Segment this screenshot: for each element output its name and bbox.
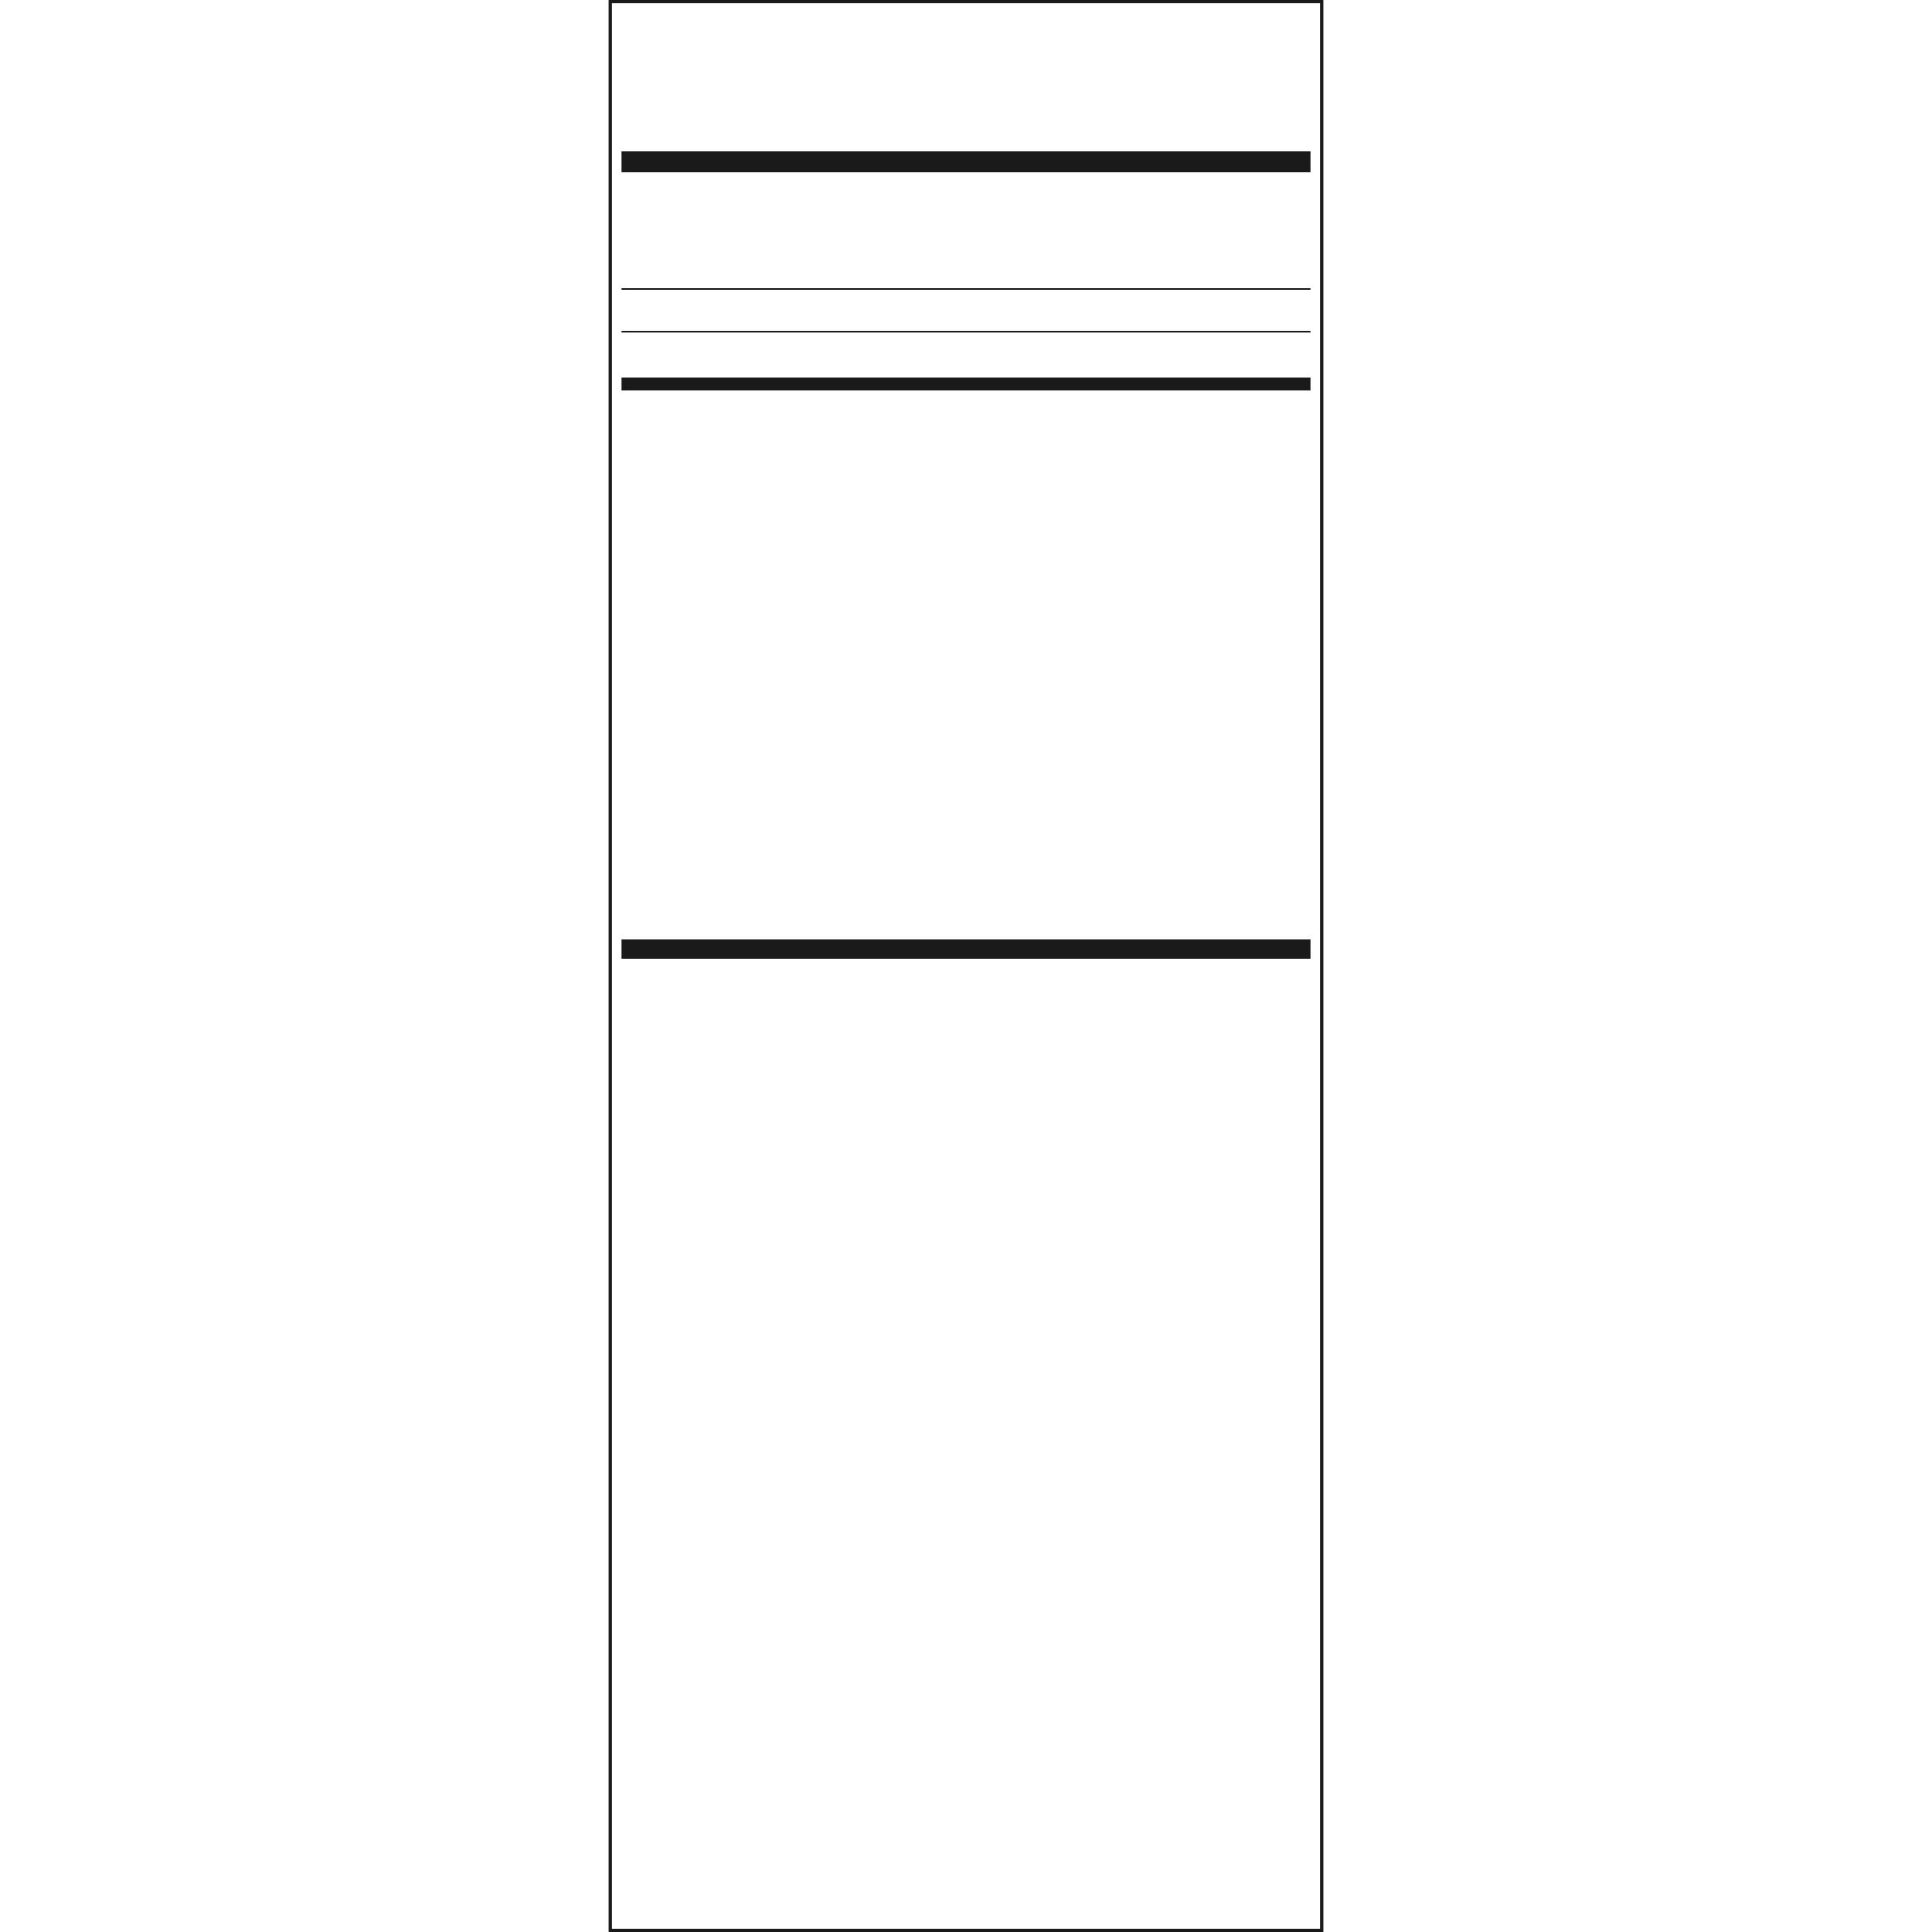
thick-rule — [621, 939, 1311, 959]
nutrition-facts-label — [609, 0, 1323, 1932]
calories-fat-row — [621, 332, 1311, 374]
calories-row — [621, 290, 1311, 332]
thick-rule — [621, 151, 1311, 172]
medium-rule — [621, 378, 1311, 390]
